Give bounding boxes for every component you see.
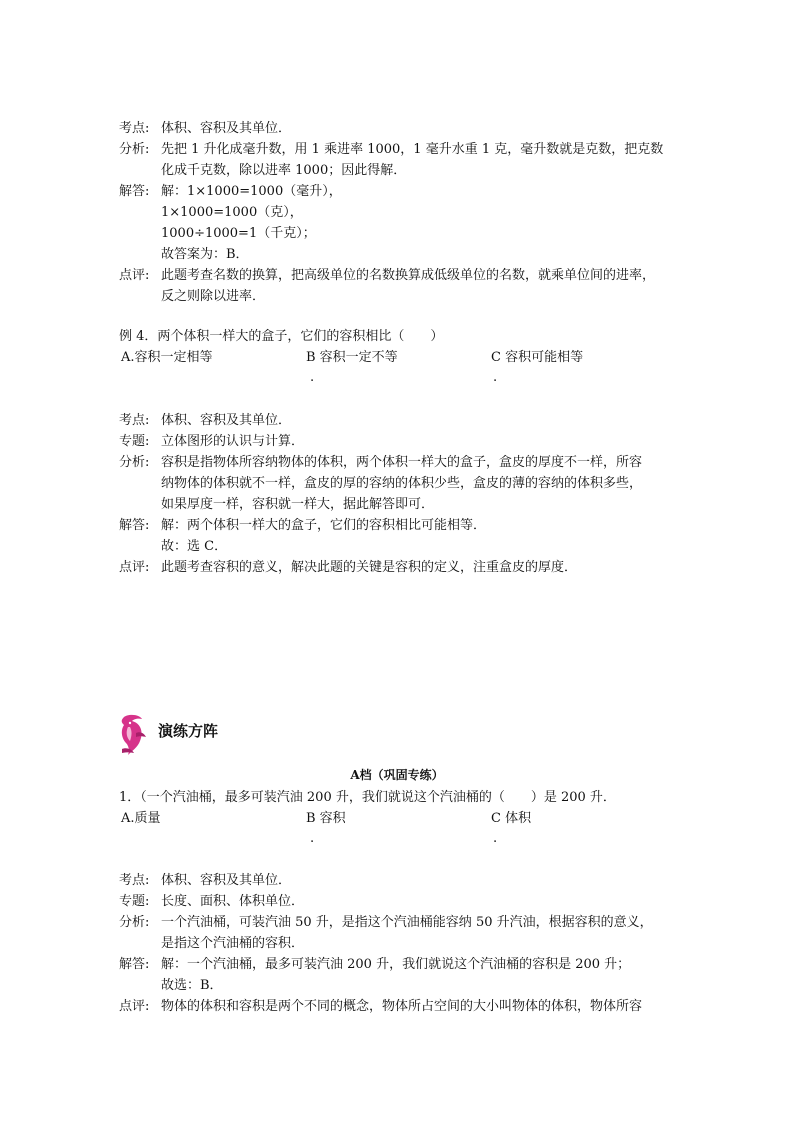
jieda-label: 解答: xyxy=(119,184,150,199)
jieda-line: 解：两个体积一样大的盒子，它们的容积相比可能相等． xyxy=(161,518,487,533)
question-1: 1．（一个汽油桶，最多可装汽油 200 升，我们就说这个汽油桶的（ ）是 200 升． xyxy=(119,790,616,805)
kaodian-label: 考点: xyxy=(119,121,150,136)
section-title: 演练方阵 xyxy=(158,721,219,740)
level-title: A档（巩固专练） xyxy=(350,768,444,782)
fenxi-line: 一个汽油桶，可装汽油 50 升，是指这个汽油桶能容纳 50 升汽油，根据容积的意义， xyxy=(161,915,653,930)
jieda-line: 故答案为：B． xyxy=(161,247,249,262)
fenxi-row xyxy=(119,912,679,954)
fenxi-line: 纳物体的体积就不一样，盒皮的厚的容纳的体积少些，盒皮的薄的容纳的体积多些， xyxy=(161,476,643,491)
section-heading xyxy=(118,713,218,761)
kaodian-label: 考点: xyxy=(119,413,150,428)
dianping-line: 此题考查容积的意义，解决此题的关键是容积的定义，注重盒皮的厚度． xyxy=(161,560,578,575)
fenxi-line: 化成千克数，除以进率 1000；因此得解． xyxy=(161,163,407,178)
dianping-label: 点评: xyxy=(119,999,150,1014)
jieda-row xyxy=(119,181,679,202)
solution-block-3 xyxy=(119,870,679,1017)
dianping-line: 物体的体积和容积是两个不同的概念，物体所占空间的大小叫物体的体积，物体所容 xyxy=(161,999,643,1014)
zhuanti-label: 专题: xyxy=(119,434,150,449)
jieda-line: 故选：B． xyxy=(161,978,223,993)
kaodian-row xyxy=(119,410,679,431)
jieda-row xyxy=(119,515,679,536)
kaodian-label: 考点: xyxy=(119,873,150,888)
dolphin-icon xyxy=(118,713,150,761)
option-b: B 容积 xyxy=(306,811,346,826)
zhuanti-row xyxy=(119,431,679,452)
option-b-dot: . xyxy=(310,831,315,846)
dianping-row xyxy=(119,265,679,307)
option-b-dot: . xyxy=(310,370,315,385)
kaodian-text: 体积、容积及其单位． xyxy=(161,121,292,136)
dianping-label: 点评: xyxy=(119,268,150,283)
jieda-line: 1×1000=1000（克）， xyxy=(161,205,303,220)
jieda-line: 解：一个汽油桶，最多可装汽油 200 升，我们就说这个汽油桶的容积是 200 升； xyxy=(161,957,631,972)
option-b: B 容积一定不等 xyxy=(306,350,398,365)
fenxi-line: 是指这个汽油桶的容积． xyxy=(161,936,305,951)
zhuanti-text: 长度、面积、体积单位． xyxy=(161,894,305,909)
solution-block-1 xyxy=(119,118,679,307)
jieda-line: 解：1×1000=1000（毫升）， xyxy=(161,184,342,199)
dianping-row xyxy=(119,557,679,578)
option-c-dot: . xyxy=(493,370,498,385)
solution-block-2 xyxy=(119,410,679,578)
option-a: A.容积一定相等 xyxy=(121,350,213,365)
fenxi-line: 容积是指物体所容纳物体的体积，两个体积一样大的盒子，盒皮的厚度不一样，所容 xyxy=(161,455,643,470)
dianping-line: 反之则除以进率． xyxy=(161,289,266,304)
kaodian-text: 体积、容积及其单位． xyxy=(161,873,292,888)
fenxi-row xyxy=(119,139,679,181)
kaodian-text: 体积、容积及其单位． xyxy=(161,413,292,428)
zhuanti-label: 专题: xyxy=(119,894,150,909)
jieda-label: 解答: xyxy=(119,957,150,972)
option-c: C 容积可能相等 xyxy=(491,350,584,365)
jieda-row xyxy=(119,954,679,975)
jieda-line: 故：选 C． xyxy=(161,539,228,554)
fenxi-label: 分析: xyxy=(119,142,150,157)
zhuanti-row xyxy=(119,891,679,912)
dianping-label: 点评: xyxy=(119,560,150,575)
fenxi-row xyxy=(119,452,679,515)
zhuanti-text: 立体图形的认识与计算． xyxy=(161,434,305,449)
jieda-line: 1000÷1000=1（千克）； xyxy=(161,226,316,241)
option-c: C 体积 xyxy=(491,811,532,826)
fenxi-line: 先把 1 升化成毫升数，用 1 乘进率 1000，1 毫升水重 1 克，毫升数就是克数，把克数 xyxy=(161,142,664,157)
kaodian-row xyxy=(119,870,679,891)
option-a: A.质量 xyxy=(121,811,161,826)
example-4-question: 例 4．两个体积一样大的盒子，它们的容积相比（ ） xyxy=(119,329,444,344)
fenxi-line: 如果厚度一样，容积就一样大，据此解答即可． xyxy=(161,497,435,512)
fenxi-label: 分析: xyxy=(119,455,150,470)
dianping-line: 此题考查名数的换算，把高级单位的名数换算成低级单位的名数，就乘单位间的进率， xyxy=(161,268,656,283)
jieda-label: 解答: xyxy=(119,518,150,533)
kaodian-row xyxy=(119,118,679,139)
option-c-dot: . xyxy=(493,831,498,846)
dianping-row xyxy=(119,996,679,1017)
fenxi-label: 分析: xyxy=(119,915,150,930)
